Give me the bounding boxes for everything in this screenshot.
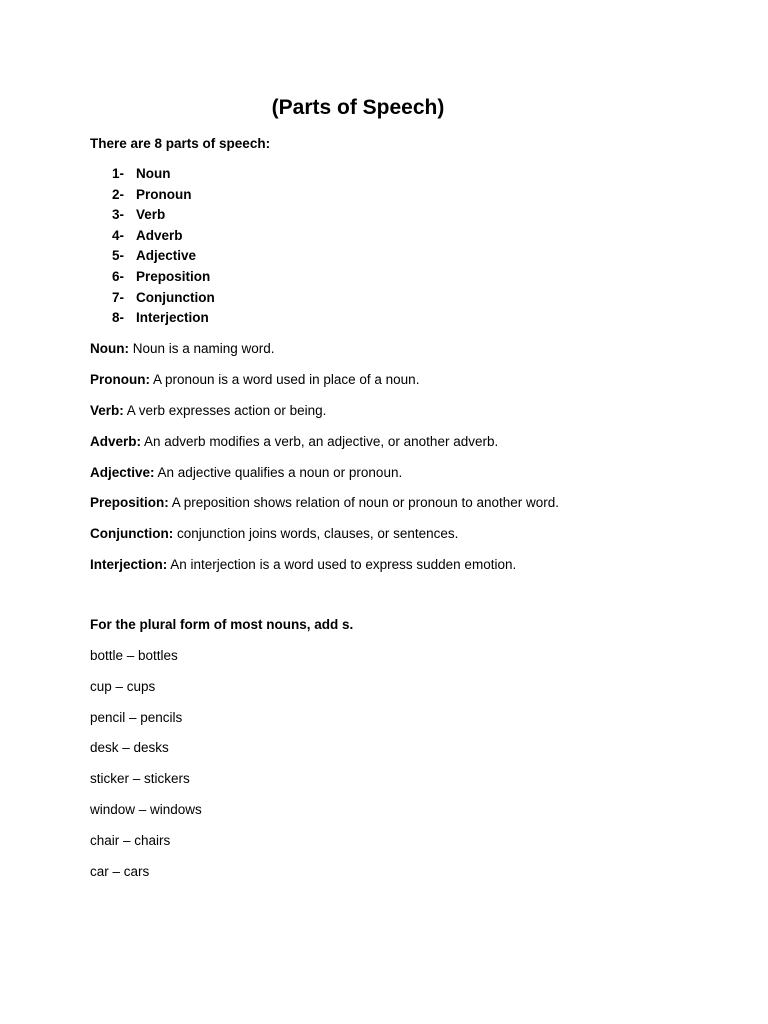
definitions-section [90, 340, 559, 587]
list-number: 6- [112, 268, 125, 284]
definition-term: Interjection: [90, 557, 168, 573]
parts-of-speech-list [112, 165, 215, 330]
list-label: Verb [136, 207, 166, 223]
definition-text: An interjection is a word used to express sudden emotion. [167, 557, 517, 573]
list-item [112, 206, 215, 227]
list-item [112, 309, 215, 330]
plural-example: pencil – pencils [90, 709, 183, 725]
list-label: Noun [136, 166, 171, 181]
definition-adjective [90, 464, 559, 495]
intro-text: There are 8 parts of speech: [90, 136, 271, 151]
list-number: 1- [112, 166, 125, 181]
list-number: 5- [112, 248, 125, 264]
definition-text: conjunction joins words, clauses, or sentences. [173, 526, 459, 542]
definition-term: Preposition: [90, 495, 169, 511]
definition-text: A pronoun is a word used in place of a noun. [150, 371, 420, 387]
definition-text: An adjective qualifies a noun or pronoun. [154, 464, 403, 480]
definition-term: Adjective: [90, 464, 155, 480]
definition-text: A verb expresses action or being. [123, 402, 327, 418]
list-number: 3- [112, 207, 125, 223]
plural-example: desk – desks [90, 740, 169, 756]
page-title: (Parts of Speech) [271, 96, 445, 119]
definition-term: Pronoun: [90, 371, 150, 387]
plural-example: cup – cups [90, 678, 156, 694]
definition-term: Verb: [90, 402, 124, 418]
plural-example: chair – chairs [90, 832, 171, 848]
definition-text: An adverb modifies a verb, an adjective, or another adverb. [141, 433, 499, 449]
list-label: Preposition [136, 268, 211, 284]
plural-example: sticker – stickers [90, 771, 190, 787]
list-number: 7- [112, 289, 125, 305]
definition-term: Noun: [90, 341, 129, 356]
plural-rule-heading: For the plural form of most nouns, add s. [90, 617, 354, 632]
definition-adverb [90, 433, 559, 464]
list-label: Interjection [136, 310, 209, 326]
definition-verb [90, 402, 559, 433]
definition-preposition [90, 494, 559, 525]
plural-example: car – cars [90, 863, 150, 879]
list-item [112, 165, 215, 186]
list-item [112, 247, 215, 268]
list-number: 4- [112, 227, 125, 243]
list-number: 8- [112, 310, 125, 326]
list-item [112, 268, 215, 289]
definition-conjunction [90, 525, 559, 556]
list-item [112, 289, 215, 310]
plural-example: window – windows [90, 801, 202, 817]
definition-term: Adverb: [90, 433, 142, 449]
list-label: Adjective [136, 248, 197, 264]
list-number: 2- [112, 186, 125, 202]
list-label: Adverb [136, 227, 183, 243]
list-item [112, 227, 215, 248]
definition-noun [90, 340, 559, 371]
list-label: Pronoun [136, 186, 192, 202]
definition-pronoun [90, 371, 559, 402]
plural-example: bottle – bottles [90, 648, 178, 663]
plural-examples-list [90, 647, 202, 893]
list-item [112, 186, 215, 207]
definition-text: Noun is a naming word. [128, 341, 275, 356]
definition-text: A preposition shows relation of noun or pronoun to another word. [168, 495, 560, 511]
definition-interjection [90, 556, 559, 587]
list-label: Conjunction [136, 289, 215, 305]
definition-term: Conjunction: [90, 526, 174, 542]
